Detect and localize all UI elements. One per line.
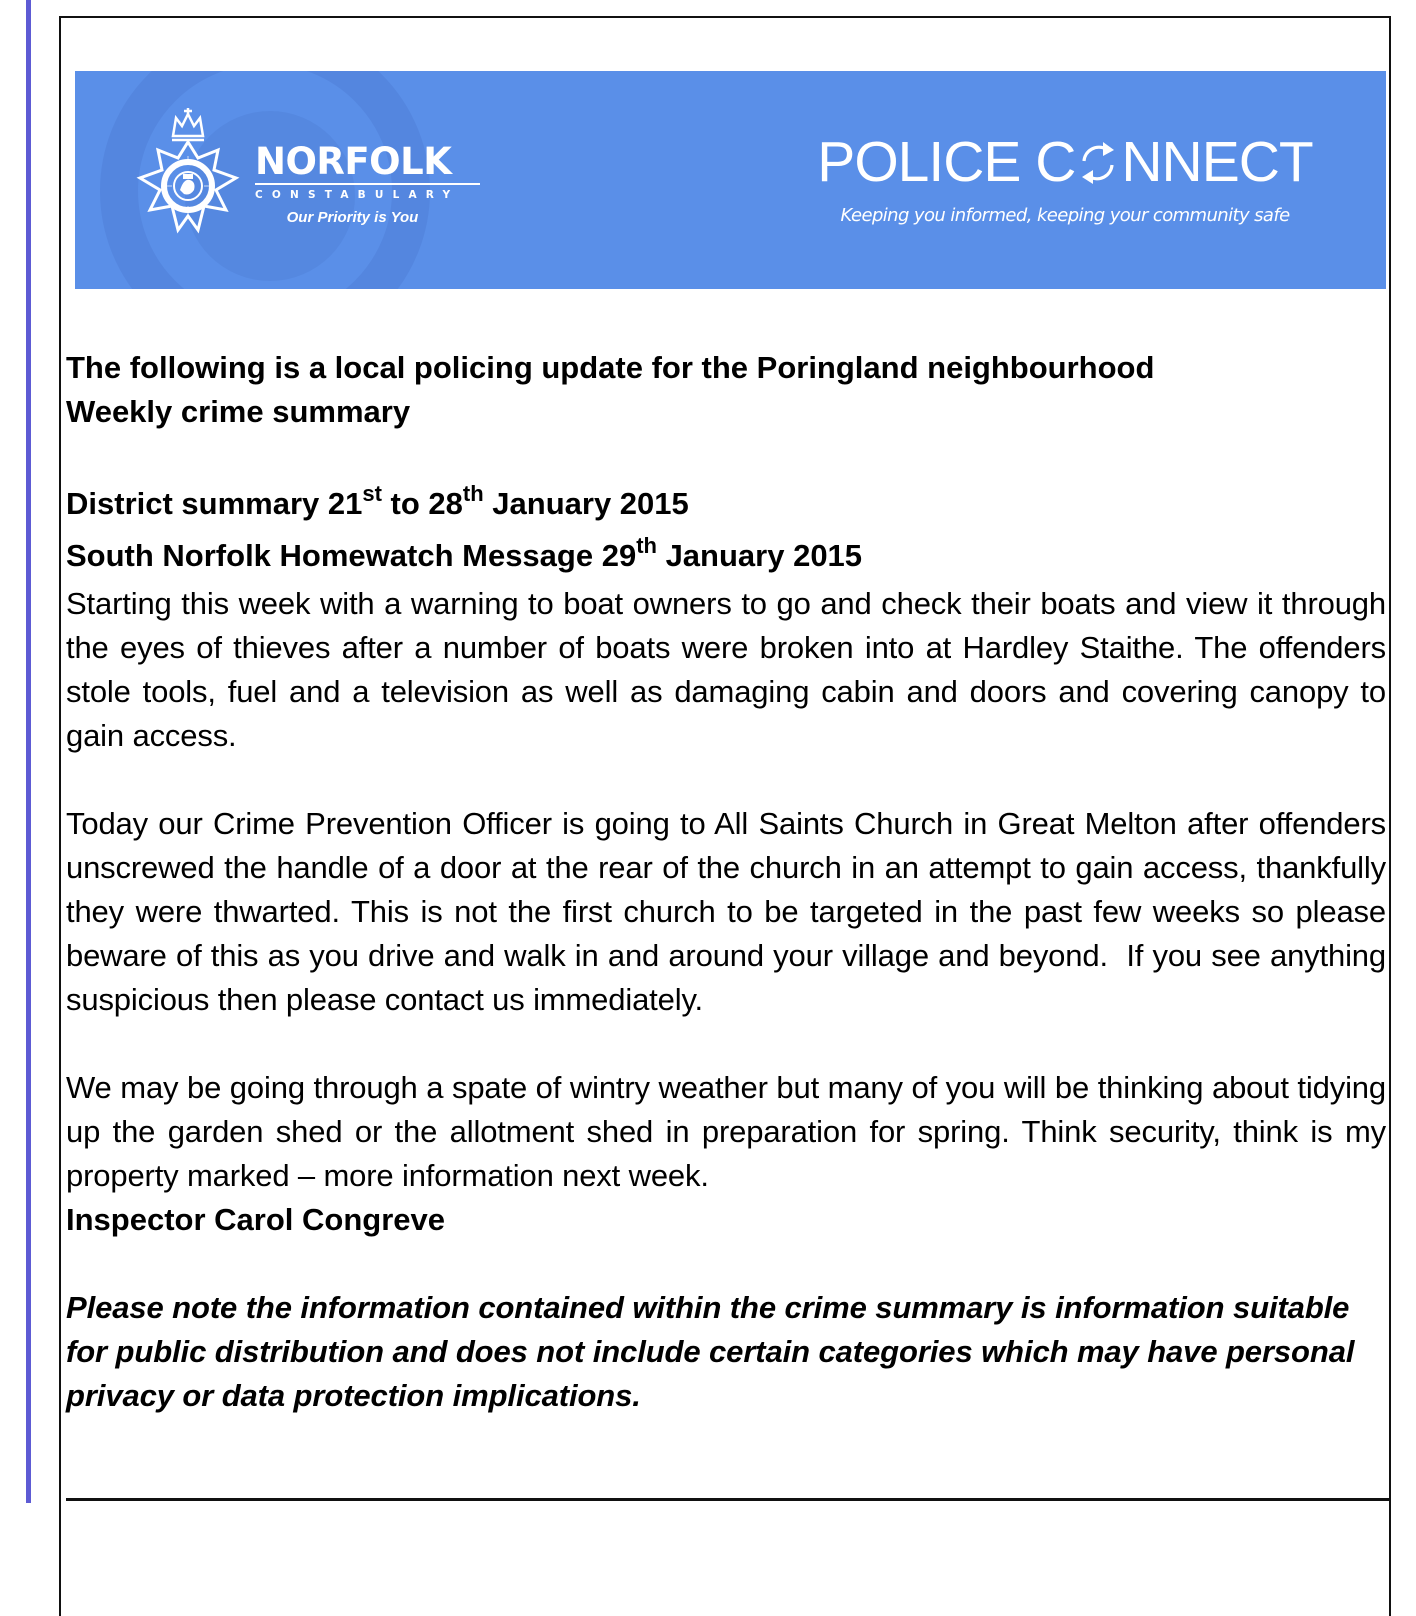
homewatch-prefix: South Norfolk Homewatch Message 29	[66, 538, 637, 573]
ordinal-suffix: st	[362, 480, 382, 506]
spacer	[66, 758, 1386, 802]
signature: Inspector Carol Congreve	[66, 1202, 445, 1237]
privacy-note: Please note the information contained within the crime summary is information suitable for public distribution and does not include certain categories which may have personal privacy or data protection implications.	[66, 1290, 1355, 1413]
boat-warning-paragraph: Starting this week with a warning to boat owners to go and check their boats and view it through the eyes of thieves after a number of boats were broken into at Hardley Staithe. The offenders stole tools, fuel and a television as well as damaging cabin and doors and covering canopy to gain access.	[66, 586, 1386, 753]
police-connect-title	[785, 131, 1345, 193]
homewatch-heading	[66, 530, 1386, 582]
newsletter-body	[66, 346, 1395, 1418]
spacer	[66, 1242, 1386, 1286]
ordinal-suffix: th	[462, 480, 484, 506]
email-quote-bar	[26, 0, 31, 1503]
weekly-summary-heading: Weekly crime summary	[66, 394, 411, 429]
district-summary-prefix: District summary 21	[66, 486, 363, 521]
homewatch-suffix: January 2015	[656, 538, 863, 573]
norfolk-constabulary-logo	[255, 140, 480, 226]
next-table-border	[66, 1498, 1389, 1501]
shed-security-paragraph: We may be going through a spate of wintry weather but many of you will be thinking about tidying up the garden shed or the allotment shed in preparation for spring. Think security, think is my property marked – more information next week.	[66, 1070, 1386, 1193]
intro-heading: The following is a local policing update for the Poringland neighbourhood	[66, 350, 1155, 385]
police-connect-title-end: NNECT	[1121, 130, 1313, 194]
district-summary-middle: to 28	[381, 486, 463, 521]
ordinal-suffix: th	[636, 532, 657, 558]
norfolk-tagline: Our Priority is You	[286, 209, 419, 226]
spacer	[66, 434, 1386, 478]
police-connect-tagline: Keeping you informed, keeping your community safe	[840, 205, 1290, 226]
district-summary-heading	[66, 478, 1386, 530]
header-banner	[75, 71, 1386, 289]
district-summary-suffix: January 2015	[483, 486, 689, 521]
police-connect-title-start: POLICE C	[817, 130, 1076, 194]
police-connect-logo	[785, 131, 1345, 226]
church-paragraph: Today our Crime Prevention Officer is going to All Saints Church in Great Melton after offenders unscrewed the handle of a door at the rear of the church in an attempt to gain access, thankfully they were thwarted. This is not the first church to be targeted in the past few weeks so please beware of this as you drive and walk in and around your village and beyond. If you see anything suspicious then please contact us immediately.	[66, 806, 1395, 1017]
spacer	[66, 1022, 1386, 1066]
norfolk-wordmark: NORFOLK	[255, 143, 480, 185]
constabulary-wordmark: CONSTABULARY	[255, 189, 460, 201]
refresh-arrows-icon	[1076, 139, 1120, 187]
police-star-crest-icon	[128, 106, 248, 251]
